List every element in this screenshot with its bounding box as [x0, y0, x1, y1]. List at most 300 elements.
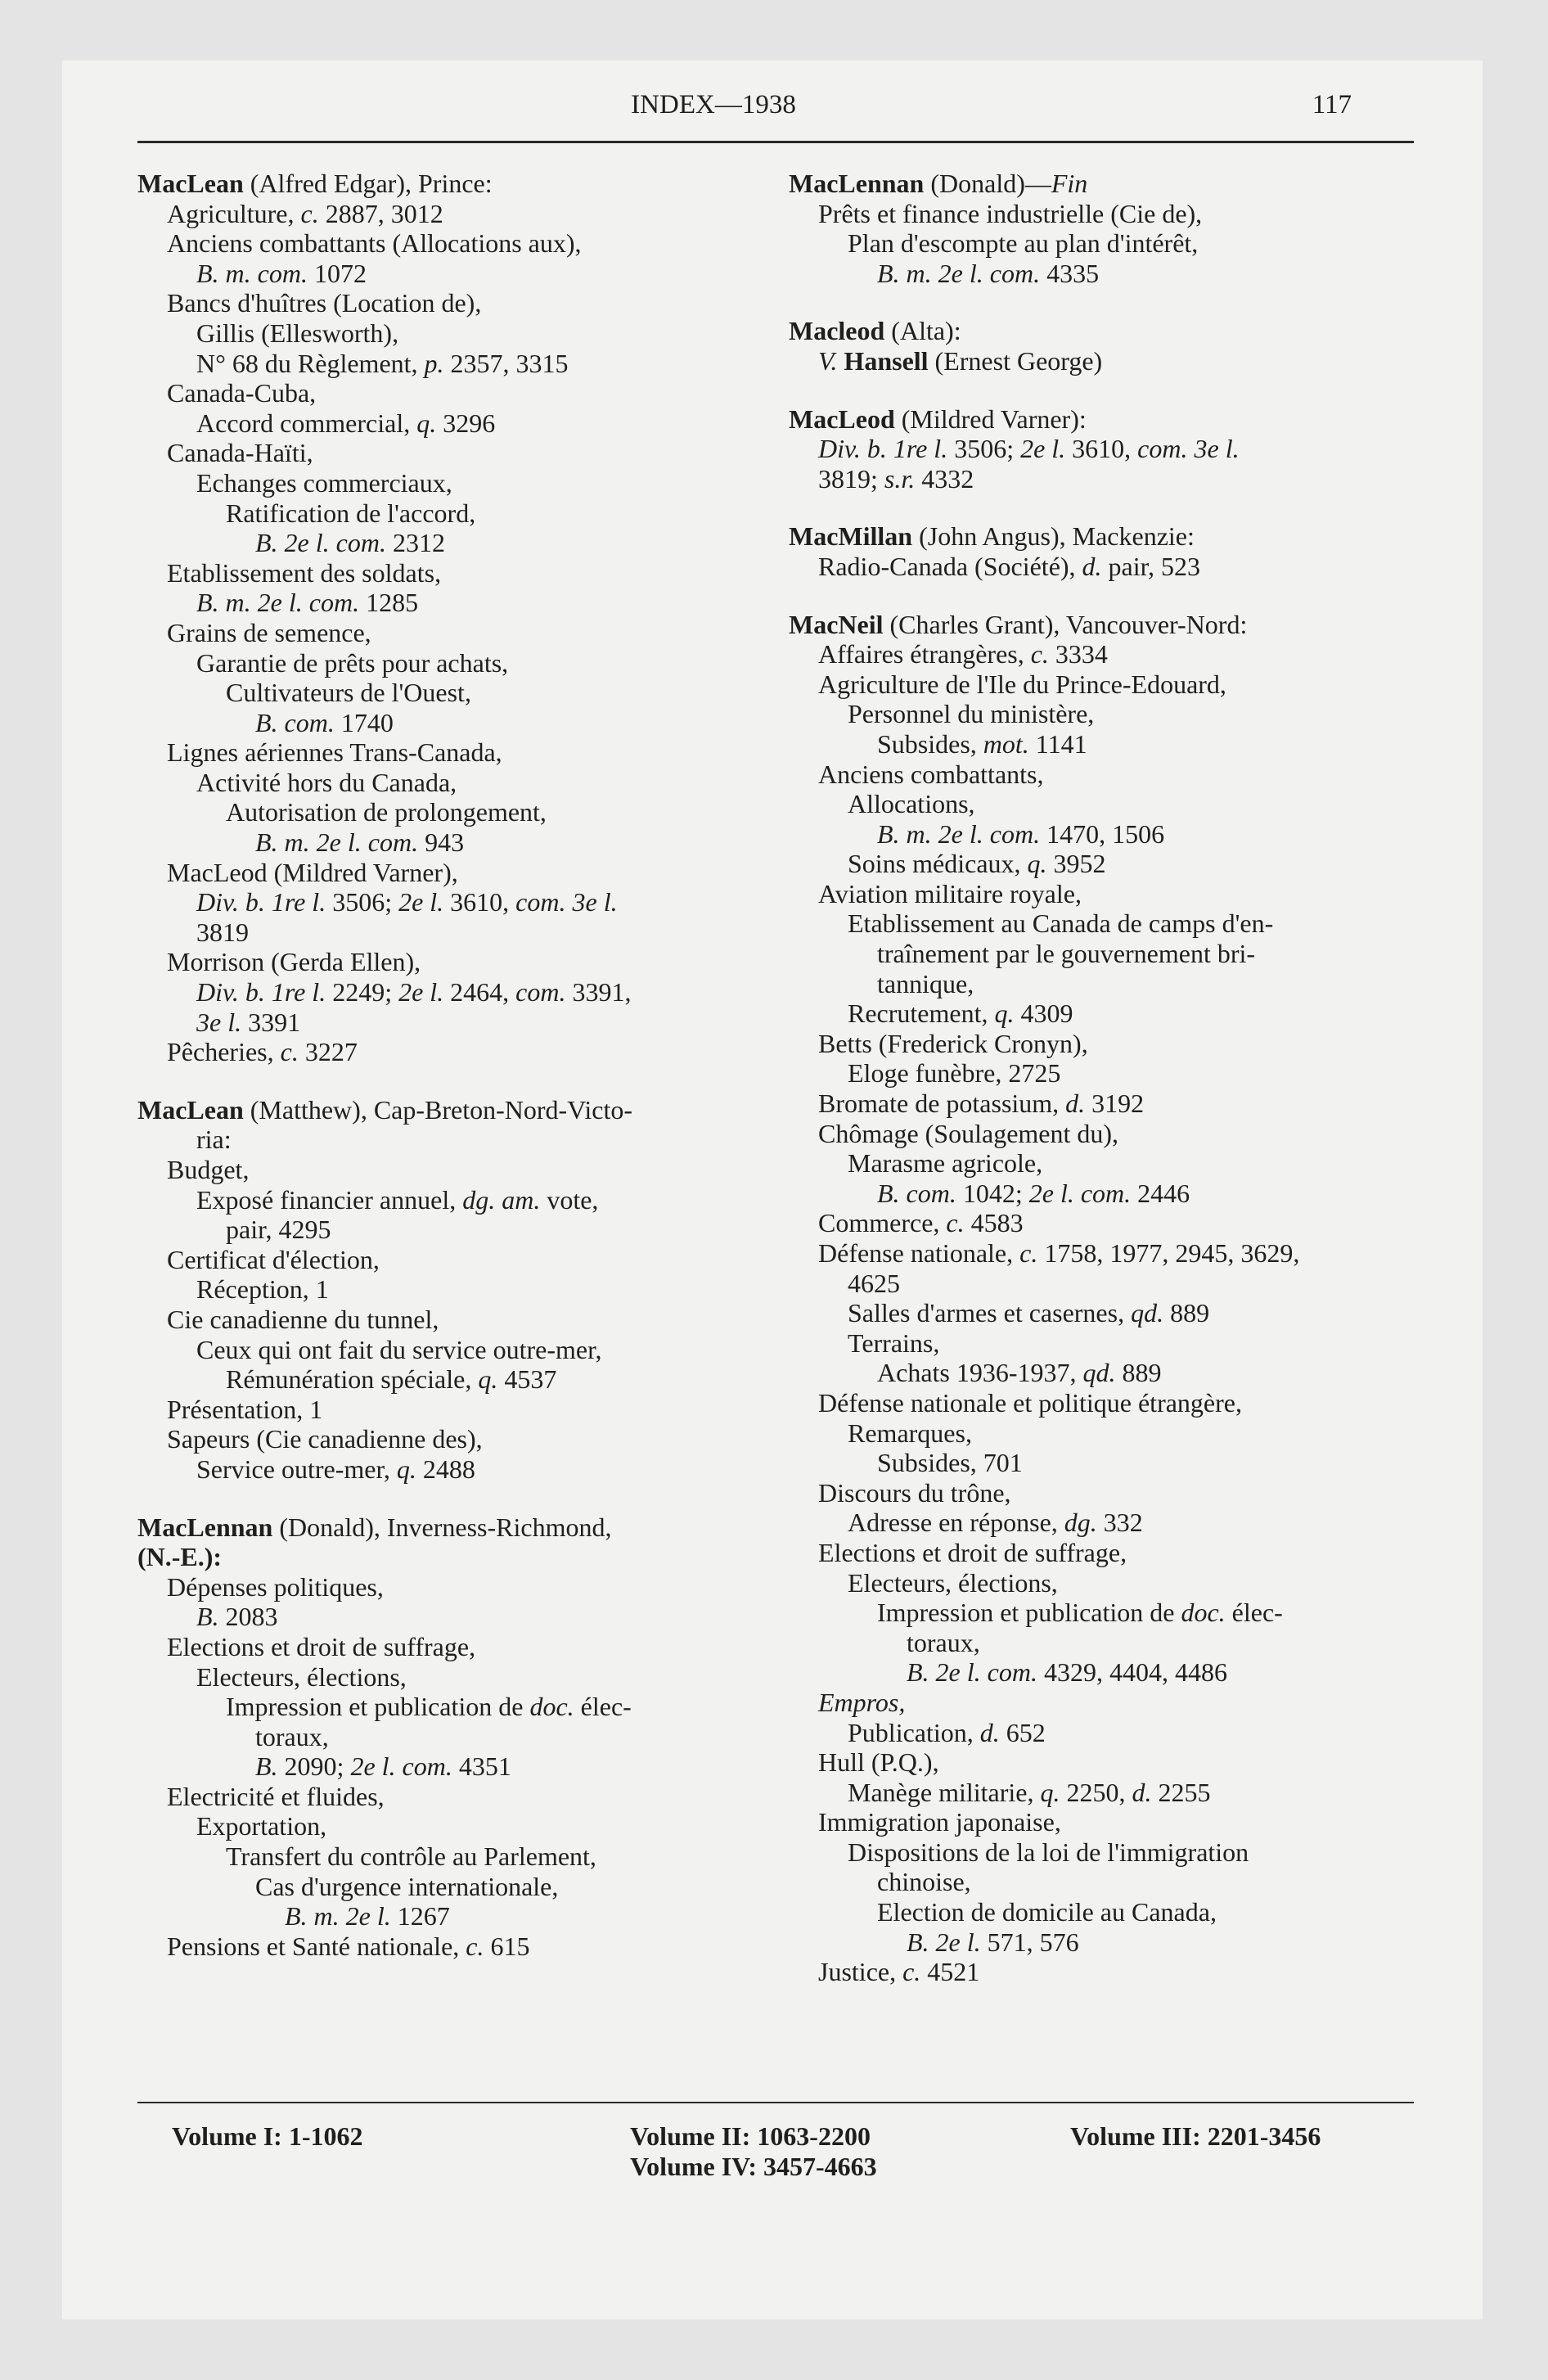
footer-rule	[137, 2102, 1414, 2103]
line-text: Remarques,	[848, 1418, 972, 1448]
line-text: élec-	[574, 1692, 632, 1722]
index-line	[789, 1957, 1411, 1987]
line-text: Electeurs, élections,	[848, 1567, 1058, 1598]
index-line	[137, 1155, 753, 1185]
index-line	[789, 1718, 1411, 1748]
index-line	[137, 648, 753, 678]
index-column-right	[789, 169, 1411, 2015]
index-line	[137, 1215, 753, 1245]
line-text: Certificat d'élection,	[167, 1244, 380, 1274]
line-text: 2e l. com.	[1028, 1178, 1132, 1208]
line-text: Recrutement,	[848, 998, 995, 1029]
line-text: 1740	[334, 707, 394, 737]
line-text: q.	[994, 998, 1015, 1029]
line-text: 4351	[452, 1751, 511, 1782]
index-line	[789, 998, 1411, 1029]
index-line	[137, 1305, 753, 1335]
line-text: com.	[515, 977, 566, 1007]
index-line	[137, 1037, 753, 1067]
index-line	[137, 1364, 753, 1395]
line-text: B. m. 2e l. com.	[196, 588, 360, 618]
line-text: 332	[1096, 1508, 1143, 1538]
line-text: com. 3e l.	[515, 887, 618, 917]
index-line	[137, 1542, 753, 1572]
line-text: c.	[902, 1957, 921, 1987]
line-text: Div. b. 1re l.	[818, 434, 948, 464]
index-line	[137, 438, 753, 468]
index-line	[137, 827, 753, 858]
line-text: d.	[979, 1717, 1000, 1747]
line-text: Défense nationale,	[818, 1238, 1020, 1268]
header-title: INDEX—1938	[631, 90, 796, 119]
line-text: Canada-Haïti,	[167, 438, 313, 468]
line-text: Betts (Frederick Cronyn),	[818, 1028, 1088, 1058]
line-text: 2887, 3012	[318, 198, 443, 228]
line-text: 3819	[196, 917, 249, 947]
line-text: p.	[424, 348, 444, 378]
index-line	[137, 1782, 753, 1812]
line-text: B. m. 2e l.	[285, 1901, 391, 1931]
index-line	[789, 1179, 1411, 1209]
member-name: MacLean	[137, 169, 244, 198]
index-line	[137, 528, 753, 558]
line-text: q.	[416, 408, 437, 438]
line-text: Prêts et finance industrielle (Cie de),	[818, 198, 1203, 228]
index-line	[137, 199, 753, 229]
line-text: B. 2e l.	[907, 1927, 981, 1957]
line-text: Canada-Cuba,	[167, 378, 317, 408]
line-text: com. 3e l.	[1137, 434, 1240, 464]
line-text: 2488	[416, 1454, 475, 1484]
index-line	[789, 939, 1411, 969]
line-text: 889	[1163, 1298, 1210, 1328]
index-line	[137, 678, 753, 708]
line-text: Etablissement au Canada de camps d'en-	[848, 908, 1274, 939]
line-text: 2446	[1131, 1178, 1190, 1208]
line-text: Chômage (Soulagement du),	[818, 1118, 1119, 1148]
index-line	[789, 1448, 1411, 1478]
index-line	[789, 789, 1411, 819]
line-text: 571, 576	[980, 1927, 1079, 1957]
footer-volume-2: Volume II: 1063-2200	[630, 2121, 871, 2151]
index-line	[137, 1572, 753, 1602]
line-text: Cie canadienne du tunnel,	[167, 1304, 439, 1334]
line-text: c.	[946, 1208, 965, 1238]
line-text: Pensions et Santé nationale,	[167, 1931, 466, 1961]
line-text: q.	[396, 1454, 416, 1484]
footer-volume-3: Volume III: 2201-3456	[1070, 2121, 1321, 2151]
index-line	[789, 879, 1411, 909]
line-text: Exposé financier annuel,	[196, 1184, 463, 1215]
line-text: 2083	[218, 1602, 278, 1632]
entry-heading	[789, 316, 1411, 346]
index-line	[137, 947, 753, 977]
page-number: 117	[1312, 90, 1352, 119]
line-text: Sapeurs (Cie canadienne des),	[167, 1424, 483, 1454]
index-line	[137, 349, 753, 379]
entry-heading-text: (Alfred Edgar), Prince:	[243, 169, 493, 198]
line-text: Div. b. 1re l.	[196, 887, 326, 917]
index-line	[789, 1598, 1411, 1628]
index-line	[137, 408, 753, 439]
index-line	[789, 1538, 1411, 1568]
index-line	[789, 1927, 1411, 1958]
line-text: pair, 523	[1101, 551, 1201, 581]
line-text: Subsides,	[877, 728, 983, 759]
line-text: chinoise,	[877, 1867, 971, 1897]
index-line	[137, 737, 753, 768]
index-line	[789, 1837, 1411, 1868]
line-text: 3610,	[1065, 434, 1138, 464]
member-name: MacMillan	[789, 521, 913, 552]
entry-heading-text: (Matthew), Cap-Breton-Nord-Victo-	[243, 1094, 633, 1125]
index-line	[789, 1269, 1411, 1299]
entry-heading-text: (Alta):	[884, 316, 961, 346]
index-line	[137, 1185, 753, 1215]
index-line	[789, 1238, 1411, 1269]
line-text: 3334	[1048, 639, 1108, 669]
line-text: B. 2e l. com.	[255, 528, 386, 558]
line-text: Subsides, 701	[877, 1448, 1023, 1478]
line-text: Electricité et fluides,	[167, 1781, 385, 1811]
line-text: Hull (P.Q.),	[818, 1747, 939, 1778]
index-line	[137, 858, 753, 888]
line-text: dg.	[1064, 1508, 1097, 1538]
index-line	[789, 1568, 1411, 1598]
line-text: 652	[999, 1717, 1046, 1747]
line-text: B.	[196, 1602, 219, 1632]
line-text: 1042;	[956, 1178, 1029, 1208]
index-line	[137, 1335, 753, 1365]
line-text: Gillis (Ellesworth),	[196, 318, 399, 348]
index-line	[789, 1478, 1411, 1508]
entry-heading	[789, 404, 1411, 435]
line-text: 4625	[848, 1268, 900, 1298]
entry-heading-text: (Donald), Inverness-Richmond,	[272, 1512, 612, 1542]
line-text: Immigration japonaise,	[818, 1807, 1061, 1837]
index-line	[789, 1508, 1411, 1538]
index-line	[137, 768, 753, 798]
line-text: Terrains,	[848, 1327, 940, 1358]
index-line	[789, 1628, 1411, 1658]
line-text: 3506;	[947, 434, 1021, 464]
line-text: Elections et droit de suffrage,	[167, 1631, 476, 1661]
line-text: 1141	[1028, 728, 1087, 759]
entry-heading-italic: Fin	[1051, 169, 1088, 198]
index-line	[789, 760, 1411, 790]
index-line	[137, 708, 753, 738]
line-text: Bancs d'huîtres (Location de),	[167, 288, 482, 318]
index-line	[789, 1089, 1411, 1119]
index-line	[789, 1058, 1411, 1089]
index-line	[137, 1424, 753, 1454]
line-text: Cas d'urgence internationale,	[255, 1871, 559, 1901]
entry-heading-text: (Mildred Varner):	[894, 403, 1087, 434]
index-line	[789, 1388, 1411, 1418]
line-text: 2e l.	[398, 887, 444, 917]
index-line	[137, 1931, 753, 1962]
line-text: Justice,	[818, 1957, 903, 1987]
line-text: q.	[1040, 1777, 1060, 1807]
running-header	[75, 90, 1352, 131]
index-line	[789, 1778, 1411, 1808]
index-line	[137, 1125, 753, 1155]
line-text: 4335	[1040, 258, 1100, 288]
index-entry	[137, 1512, 753, 1962]
line-text: (Ernest George)	[928, 345, 1103, 376]
line-text: Agriculture,	[167, 198, 301, 228]
index-line	[137, 1662, 753, 1693]
entry-heading-text: (Donald)—	[924, 169, 1051, 198]
line-text: 889	[1115, 1358, 1162, 1388]
index-line	[137, 977, 753, 1007]
entry-heading	[789, 521, 1411, 552]
index-line	[789, 1148, 1411, 1179]
index-line	[789, 552, 1411, 582]
index-line	[137, 887, 753, 917]
line-text: Activité hors du Canada,	[196, 767, 457, 797]
index-line	[137, 378, 753, 408]
index-line	[789, 1747, 1411, 1778]
index-line	[137, 498, 753, 529]
entry-heading	[137, 169, 753, 199]
line-text: 1072	[307, 258, 367, 288]
index-line	[789, 669, 1411, 700]
line-text: Aviation militaire royale,	[818, 878, 1082, 908]
line-text: 4329, 4404, 4486	[1037, 1657, 1227, 1688]
line-text: Budget,	[167, 1155, 250, 1184]
line-text: Election de domicile au Canada,	[877, 1897, 1217, 1927]
line-text: Accord commercial,	[196, 408, 417, 438]
index-line	[789, 1358, 1411, 1388]
line-text: 3391	[241, 1007, 301, 1037]
line-text: 2e l.	[1020, 434, 1066, 464]
index-line	[137, 1722, 753, 1752]
index-line	[789, 464, 1411, 494]
line-text: pair, 4295	[226, 1215, 331, 1245]
line-text: 2357, 3315	[443, 348, 569, 378]
line-text: Présentation, 1	[167, 1394, 323, 1424]
line-text: Manège militarie,	[848, 1777, 1041, 1807]
line-text: 4537	[497, 1364, 557, 1395]
line-text: Ratification de l'accord,	[226, 498, 476, 528]
index-line	[137, 588, 753, 618]
line-text: d.	[1065, 1089, 1086, 1119]
member-name: MacLennan	[789, 169, 925, 198]
line-text: 1758, 1977, 2945, 3629,	[1037, 1238, 1300, 1268]
line-text: c.	[1019, 1238, 1038, 1268]
index-line	[789, 729, 1411, 760]
line-text: B. m. 2e l. com.	[255, 827, 419, 858]
line-text: 4332	[915, 463, 974, 494]
index-line	[137, 1692, 753, 1722]
entry-heading	[789, 169, 1411, 199]
index-line	[137, 228, 753, 259]
index-line	[789, 1208, 1411, 1238]
index-entry	[789, 521, 1411, 581]
line-text: 2e l.	[398, 977, 444, 1007]
line-text: Pêcheries,	[167, 1037, 281, 1067]
line-text: Hansell	[844, 345, 929, 376]
member-name: MacLeod	[789, 403, 895, 434]
line-text: tannique,	[877, 968, 974, 998]
line-text: Salles d'armes et casernes,	[848, 1298, 1132, 1328]
line-text: Anciens combattants,	[818, 759, 1044, 789]
index-line	[789, 1328, 1411, 1359]
index-line	[137, 1395, 753, 1425]
line-text: Impression et publication de	[877, 1598, 1181, 1628]
line-text: élec-	[1225, 1598, 1283, 1628]
line-text: Autorisation de prolongement,	[226, 797, 547, 827]
line-text: (N.-E.):	[137, 1542, 223, 1572]
line-text: Impression et publication de	[226, 1692, 530, 1722]
line-text: Etablissement des soldats,	[167, 557, 442, 588]
index-line	[137, 1632, 753, 1662]
line-text: Plan d'escompte au plan d'intérêt,	[848, 228, 1199, 259]
line-text: B. com.	[877, 1178, 956, 1208]
index-line	[137, 618, 753, 648]
index-line	[789, 1298, 1411, 1328]
line-text: Soins médicaux,	[848, 849, 1028, 879]
line-text: Eloge funèbre, 2725	[848, 1058, 1061, 1089]
line-text: Discours du trône,	[818, 1477, 1011, 1508]
line-text: 3192	[1085, 1089, 1145, 1119]
index-column-left	[137, 169, 753, 1989]
line-text: Morrison (Gerda Ellen),	[167, 947, 421, 977]
index-line	[789, 1119, 1411, 1149]
line-text: B.	[255, 1751, 278, 1782]
line-text: 1285	[359, 588, 419, 618]
index-line	[789, 969, 1411, 999]
member-name: MacLennan	[137, 1512, 273, 1542]
line-text: 615	[484, 1931, 530, 1961]
line-text: N° 68 du Règlement,	[196, 348, 425, 378]
index-entry	[137, 169, 753, 1067]
line-text: 2090;	[277, 1751, 351, 1782]
line-text: Défense nationale et politique étrangère,	[818, 1387, 1242, 1418]
entry-heading-text: (Charles Grant), Vancouver-Nord:	[883, 609, 1248, 639]
line-text: q.	[1027, 849, 1047, 879]
line-text: Ceux qui ont fait du service outre-mer,	[196, 1334, 602, 1364]
footer-volumes-2-4	[630, 2121, 965, 2182]
line-text: Commerce,	[818, 1208, 947, 1238]
line-text: 4309	[1014, 998, 1073, 1029]
index-line	[137, 1811, 753, 1841]
line-text: Dépenses politiques,	[167, 1571, 384, 1602]
line-text: qd.	[1131, 1298, 1164, 1328]
index-entry	[789, 169, 1411, 288]
line-text: Personnel du ministère,	[848, 699, 1095, 729]
index-line	[789, 1867, 1411, 1897]
line-text: qd.	[1082, 1358, 1116, 1388]
line-text: 3391,	[565, 977, 632, 1007]
line-text: Publication,	[848, 1717, 980, 1747]
index-line	[137, 1274, 753, 1305]
index-entry	[789, 404, 1411, 494]
index-line	[789, 1688, 1411, 1718]
line-text: 3227	[298, 1037, 358, 1067]
index-line	[137, 558, 753, 588]
line-text: B. m. 2e l. com.	[877, 258, 1041, 288]
index-line	[789, 1657, 1411, 1688]
index-entry	[789, 316, 1411, 376]
line-text: 3610,	[443, 887, 516, 917]
line-text: Div. b. 1re l.	[196, 977, 326, 1007]
line-text: 943	[418, 827, 465, 858]
line-text: Dispositions de la loi de l'immigration	[848, 1837, 1249, 1867]
line-text: 2250,	[1060, 1777, 1132, 1807]
index-line	[137, 1007, 753, 1038]
index-line	[137, 1901, 753, 1931]
line-text: toraux,	[255, 1721, 329, 1751]
member-name: Macleod	[789, 316, 885, 346]
line-text: Allocations,	[848, 789, 975, 819]
index-line	[137, 1245, 753, 1275]
index-line	[137, 1841, 753, 1872]
index-line	[789, 1029, 1411, 1059]
line-text: 3296	[436, 408, 496, 438]
line-text: Exportation,	[196, 1811, 327, 1841]
index-line	[137, 318, 753, 349]
line-text: 3952	[1046, 849, 1106, 879]
line-text: Agriculture de l'Ile du Prince-Edouard,	[818, 669, 1226, 699]
line-text: ria:	[196, 1125, 232, 1155]
index-line	[137, 797, 753, 827]
line-text: Transfert du contrôle au Parlement,	[226, 1841, 596, 1872]
line-text: B. 2e l. com.	[907, 1657, 1037, 1688]
line-text: 2255	[1151, 1777, 1211, 1807]
index-line	[789, 228, 1411, 259]
line-text: 1470, 1506	[1040, 818, 1165, 849]
line-text: MacLeod (Mildred Varner),	[167, 857, 458, 887]
index-line	[789, 849, 1411, 879]
line-text: Réception, 1	[196, 1274, 329, 1305]
line-text: Lignes aériennes Trans-Canada,	[167, 737, 502, 768]
member-name: MacLean	[137, 1094, 244, 1125]
line-text: Elections et droit de suffrage,	[818, 1537, 1127, 1567]
member-name: MacNeil	[789, 609, 884, 639]
index-line	[137, 1602, 753, 1632]
index-line	[137, 259, 753, 289]
line-text: Radio-Canada (Société),	[818, 551, 1082, 581]
line-text: c.	[1030, 639, 1049, 669]
line-text: s.r.	[884, 463, 916, 494]
line-text: 2464,	[443, 977, 516, 1007]
line-text: B. m. com.	[196, 258, 308, 288]
line-text: B. com.	[255, 707, 335, 737]
index-line	[789, 346, 1411, 376]
line-text: c.	[280, 1037, 299, 1067]
entry-heading	[137, 1512, 753, 1543]
index-line	[789, 699, 1411, 729]
line-text: dg. am.	[462, 1184, 541, 1215]
line-text: Anciens combattants (Allocations aux),	[167, 228, 582, 259]
line-text: 3e l.	[196, 1007, 242, 1037]
line-text: Garantie de prêts pour achats,	[196, 647, 509, 678]
line-text: V.	[818, 345, 838, 376]
line-text: mot.	[983, 728, 1029, 759]
line-text: c.	[466, 1931, 484, 1961]
entry-heading	[789, 610, 1411, 640]
footer-volume-4: Volume IV: 3457-4663	[630, 2152, 877, 2181]
index-line	[137, 288, 753, 318]
line-text: Grains de semence,	[167, 617, 371, 647]
index-line	[789, 1418, 1411, 1449]
line-text: Echanges commerciaux,	[196, 467, 452, 498]
index-line	[137, 1751, 753, 1782]
index-line	[137, 917, 753, 948]
line-text: d.	[1132, 1777, 1152, 1807]
